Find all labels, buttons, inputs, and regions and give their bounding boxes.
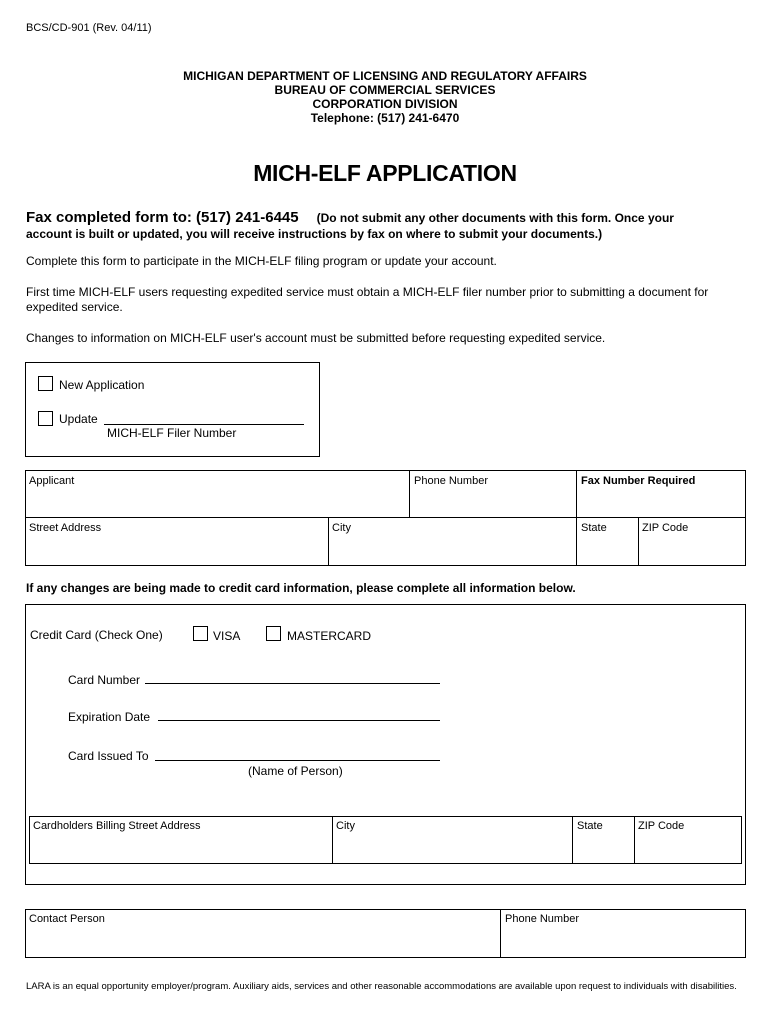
- expedited-paragraph: First time MICH-ELF users requesting expedited service must obtain a MICH-ELF filer number prior to submitting a document for expedited service.: [26, 285, 709, 314]
- street-address-field[interactable]: Street Address: [29, 522, 102, 534]
- contact-phone-field[interactable]: Phone Number: [505, 913, 579, 925]
- phone-field[interactable]: Phone Number: [414, 475, 488, 487]
- intro-paragraph: Complete this form to participate in the MICH-ELF filing program or update your account.: [26, 254, 497, 268]
- expiration-date-field[interactable]: [158, 720, 440, 721]
- contact-table: [25, 909, 746, 958]
- billing-city-field[interactable]: City: [336, 820, 355, 832]
- form-number: BCS/CD-901 (Rev. 04/11): [26, 22, 152, 34]
- telephone: Telephone: (517) 241-6470: [310, 111, 460, 125]
- name-of-person-label: (Name of Person): [248, 764, 343, 778]
- bureau-name: BUREAU OF COMMERCIAL SERVICES: [274, 83, 496, 97]
- card-issued-to-label: Card Issued To: [68, 749, 149, 763]
- filer-number-label: MICH-ELF Filer Number: [107, 426, 237, 440]
- mastercard-checkbox[interactable]: [266, 626, 281, 641]
- fax-note-continued: account is built or updated, you will receive instructions by fax on where to submit your documents.): [26, 227, 603, 241]
- application-type-box: [25, 362, 320, 457]
- mastercard-label: MASTERCARD: [287, 629, 372, 643]
- visa-label: VISA: [213, 629, 241, 643]
- table-divider: [328, 517, 329, 566]
- new-application-checkbox[interactable]: [38, 376, 53, 391]
- new-application-label: New Application: [59, 378, 145, 392]
- contact-person-field[interactable]: Contact Person: [29, 913, 105, 925]
- table-divider: [576, 470, 577, 566]
- footer-disclaimer: LARA is an equal opportunity employer/program. Auxiliary aids, services and other reasonable accommodations are available upon request to individuals with disabilities.: [26, 981, 737, 992]
- table-divider: [634, 816, 635, 864]
- credit-card-notice: If any changes are being made to credit card information, please complete all information below.: [26, 581, 576, 595]
- city-field[interactable]: City: [332, 522, 351, 534]
- update-checkbox[interactable]: [38, 411, 53, 426]
- table-divider: [572, 816, 573, 864]
- card-number-field[interactable]: [145, 683, 440, 684]
- visa-checkbox[interactable]: [193, 626, 208, 641]
- changes-paragraph: Changes to information on MICH-ELF user's account must be submitted before requesting expedited service.: [26, 331, 606, 345]
- billing-state-field[interactable]: State: [577, 820, 603, 832]
- state-field[interactable]: State: [581, 522, 607, 534]
- expiration-date-label: Expiration Date: [68, 710, 151, 724]
- card-number-label: Card Number: [68, 673, 141, 687]
- applicant-field[interactable]: Applicant: [29, 475, 75, 487]
- page-title: MICH-ELF APPLICATION: [253, 160, 517, 186]
- fax-note: (Do not submit any other documents with this form. Once your: [316, 211, 674, 225]
- billing-zip-field[interactable]: ZIP Code: [638, 820, 685, 832]
- table-divider: [500, 909, 501, 958]
- table-divider: [332, 816, 333, 864]
- update-label: Update: [59, 412, 98, 426]
- table-divider: [409, 470, 410, 517]
- division-name: CORPORATION DIVISION: [312, 97, 458, 111]
- fax-label: Fax completed form to: (517) 241-6445: [26, 209, 299, 226]
- table-divider: [638, 517, 639, 566]
- credit-card-type-label: Credit Card (Check One): [30, 628, 163, 642]
- fax-number-field[interactable]: Fax Number Required: [581, 475, 696, 487]
- card-issued-to-field[interactable]: [155, 760, 440, 761]
- zip-code-field[interactable]: ZIP Code: [642, 522, 689, 534]
- filer-number-field[interactable]: [104, 424, 304, 425]
- agency-name: MICHIGAN DEPARTMENT OF LICENSING AND REGULATORY AFFAIRS: [183, 69, 587, 83]
- fax-instruction: [26, 209, 674, 227]
- billing-street-field[interactable]: Cardholders Billing Street Address: [33, 820, 201, 832]
